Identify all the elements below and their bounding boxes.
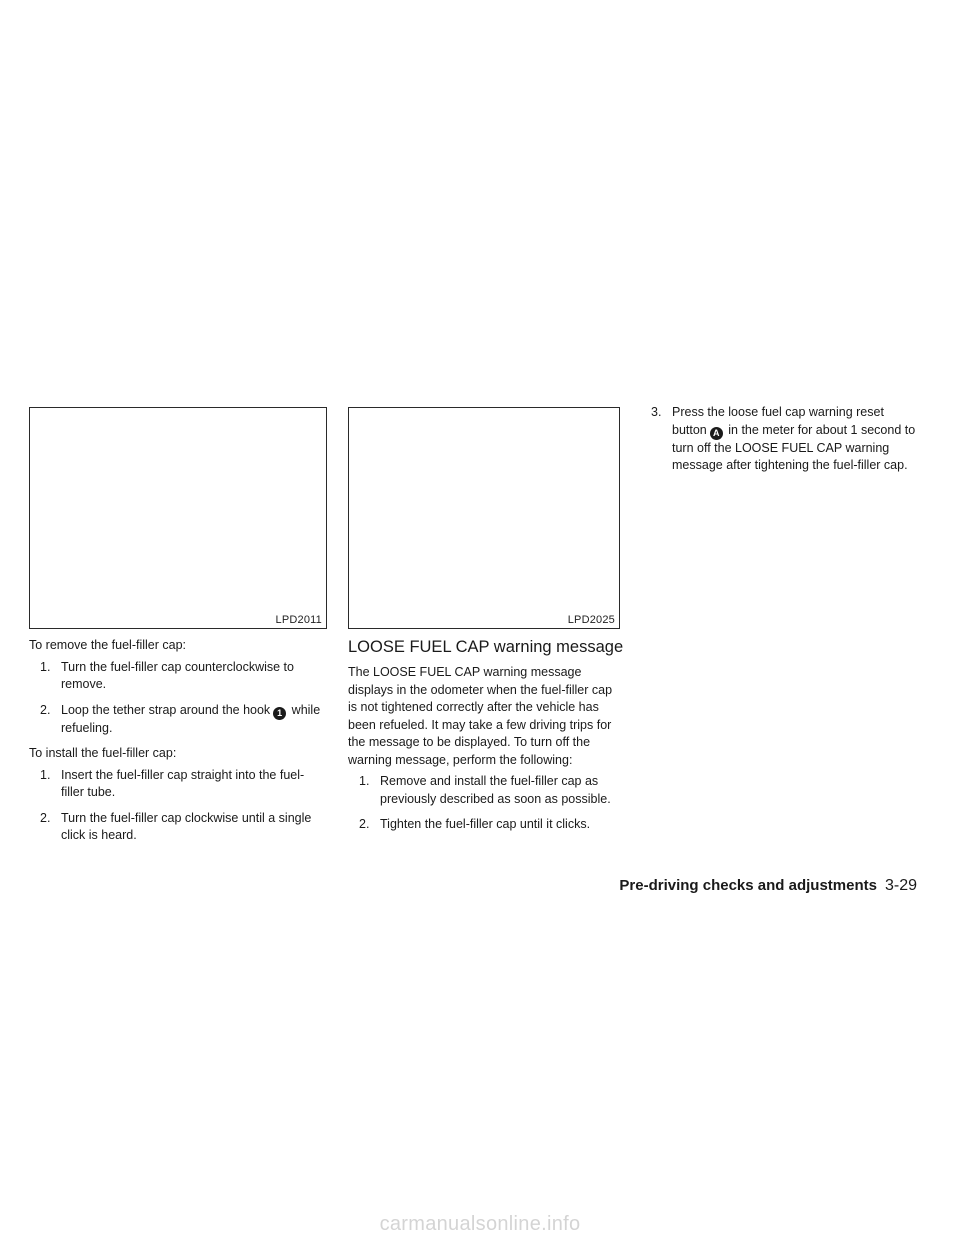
remove-intro: To remove the fuel-filler cap:	[29, 638, 187, 652]
list-item	[29, 810, 327, 845]
step-number: 1.	[40, 767, 51, 782]
watermark: carmanualsonline.info	[379, 1213, 581, 1235]
body-paragraph: The LOOSE FUEL CAP warning message displays in the odometer when the fuel-filler cap is not tightened correctly after the vehicle has been refueled. It may take a few driving trips for the message to be displayed. To turn off the warning message, perform the following:	[348, 665, 613, 767]
step-text: Tighten the fuel-filler cap until it clicks.	[380, 817, 591, 831]
warning-steps	[348, 773, 620, 834]
page-number: 3-29	[884, 877, 917, 894]
left-column	[29, 637, 327, 853]
middle-column	[348, 664, 620, 842]
step-text: Turn the fuel-filler cap counterclockwise to remove.	[61, 659, 294, 691]
list-item	[29, 702, 327, 738]
warning-steps-continued	[640, 404, 920, 475]
step-number: 1.	[40, 659, 51, 674]
list-item	[640, 404, 920, 475]
step-number: 2.	[359, 817, 370, 831]
figure-fuel-cap-removal	[29, 407, 327, 629]
list-item	[348, 773, 620, 808]
step-number: 1.	[359, 774, 370, 788]
step-text: Turn the fuel-filler cap clockwise until a single click is heard.	[61, 810, 312, 842]
callout-a-icon: A	[710, 427, 723, 440]
step-number: 2.	[40, 702, 51, 717]
list-item	[348, 816, 620, 834]
step-number: 2.	[40, 810, 51, 825]
step-text: Remove and install the fuel-filler cap as previously described as soon as possible.	[380, 774, 611, 806]
list-item	[29, 767, 327, 802]
step-text: while refueling.	[61, 702, 321, 735]
figure-label: LPD2025	[567, 614, 615, 626]
step-text: Insert the fuel-filler cap straight into the fuel-filler tube.	[61, 767, 305, 799]
footer-section-title: Pre-driving checks and adjustments	[619, 877, 877, 894]
remove-steps	[29, 659, 327, 738]
step-text: in the meter for about 1 second to turn off the LOOSE FUEL CAP warning message after tightening the fuel-filler cap.	[672, 422, 916, 472]
figure-loose-fuel-cap-meter	[348, 407, 620, 629]
list-item	[29, 659, 327, 694]
step-number: 3.	[651, 405, 662, 419]
install-steps	[29, 767, 327, 845]
step-text: Press the loose fuel cap warning reset button	[672, 405, 884, 437]
callout-1-icon: 1	[273, 707, 286, 720]
page-footer	[619, 877, 917, 895]
right-column	[640, 404, 920, 483]
figure-label: LPD2011	[275, 614, 322, 626]
install-intro: To install the fuel-filler cap:	[29, 746, 177, 760]
step-text: Loop the tether strap around the hook	[61, 702, 271, 717]
section-heading: LOOSE FUEL CAP warning message	[348, 638, 624, 656]
